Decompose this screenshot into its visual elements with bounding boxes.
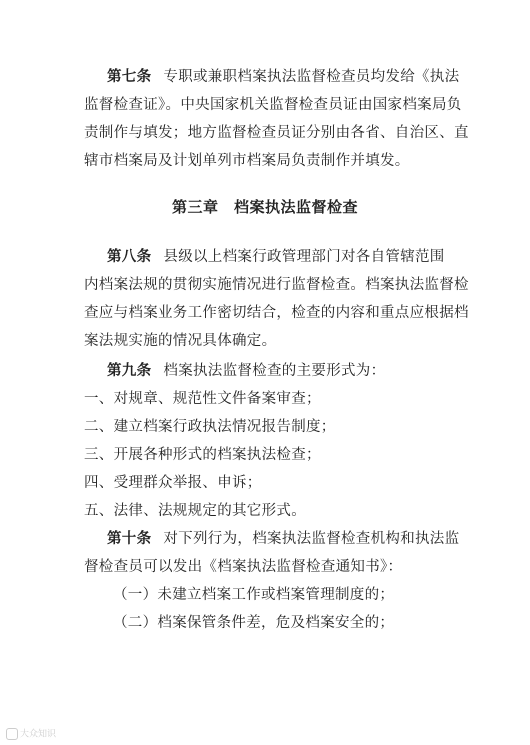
article-7-line-3: 责制作与填发；地方监督检查员证分别由各省、自治区、直 xyxy=(84,125,469,141)
article-10-heading: 第十条 xyxy=(107,531,152,547)
article-7-line-2: 监督检查证》。中央国家机关监督检查员证由国家档案局负 xyxy=(84,97,462,113)
article-8-line-2: 内档案法规的贯彻实施情况进行监督检查。档案执法监督检 xyxy=(84,277,469,293)
article-8-line-1 xyxy=(107,247,487,267)
article-9-item: 三、开展各种形式的档案执法检查； xyxy=(84,447,321,463)
article-8-line-3: 查应与档案业务工作密切结合，检查的内容和重点应根据档 xyxy=(84,305,469,321)
article-9-item: 一、对规章、规范性文件备案审查； xyxy=(84,391,321,407)
article-7-text: 专职或兼职档案执法监督检查员均发给《执法 xyxy=(163,69,460,85)
article-7-line-4: 辖市档案局及计划单列市档案局负责制作并填发。 xyxy=(84,153,410,169)
article-8-line-4: 案法规实施的情况具体确定。 xyxy=(84,333,277,349)
article-9-item: 二、建立档案行政执法情况报告制度； xyxy=(84,419,336,435)
article-9-item: 四、受理群众举报、申诉； xyxy=(84,475,262,491)
article-10-text: 对下列行为，档案执法监督检查机构和执法监 xyxy=(163,531,460,547)
article-10-item: （一）未建立档案工作或档案管理制度的； xyxy=(113,587,395,603)
chapter-title: 第三章 档案执法监督检查 xyxy=(171,198,358,216)
article-8-text: 县级以上档案行政管理部门对各自管辖范围 xyxy=(163,249,445,265)
watermark-text: 大众知识 xyxy=(20,729,57,740)
watermark xyxy=(6,728,76,740)
article-7-line-1 xyxy=(107,67,487,87)
article-9-heading: 第九条 xyxy=(107,363,152,379)
article-9-line-1 xyxy=(107,361,487,381)
article-9-item: 五、法律、法规规定的其它形式。 xyxy=(84,503,306,519)
article-10-line-2: 督检查员可以发出《档案执法监督检查通知书》： xyxy=(84,559,403,575)
article-9-text: 档案执法监督检查的主要形式为： xyxy=(163,363,386,379)
article-10-item: （二）档案保管条件差，危及档案安全的； xyxy=(113,615,395,631)
article-10-line-1 xyxy=(107,529,487,549)
article-8-heading: 第八条 xyxy=(107,249,152,265)
article-7-heading: 第七条 xyxy=(107,69,152,85)
watermark-logo-icon xyxy=(6,728,18,740)
